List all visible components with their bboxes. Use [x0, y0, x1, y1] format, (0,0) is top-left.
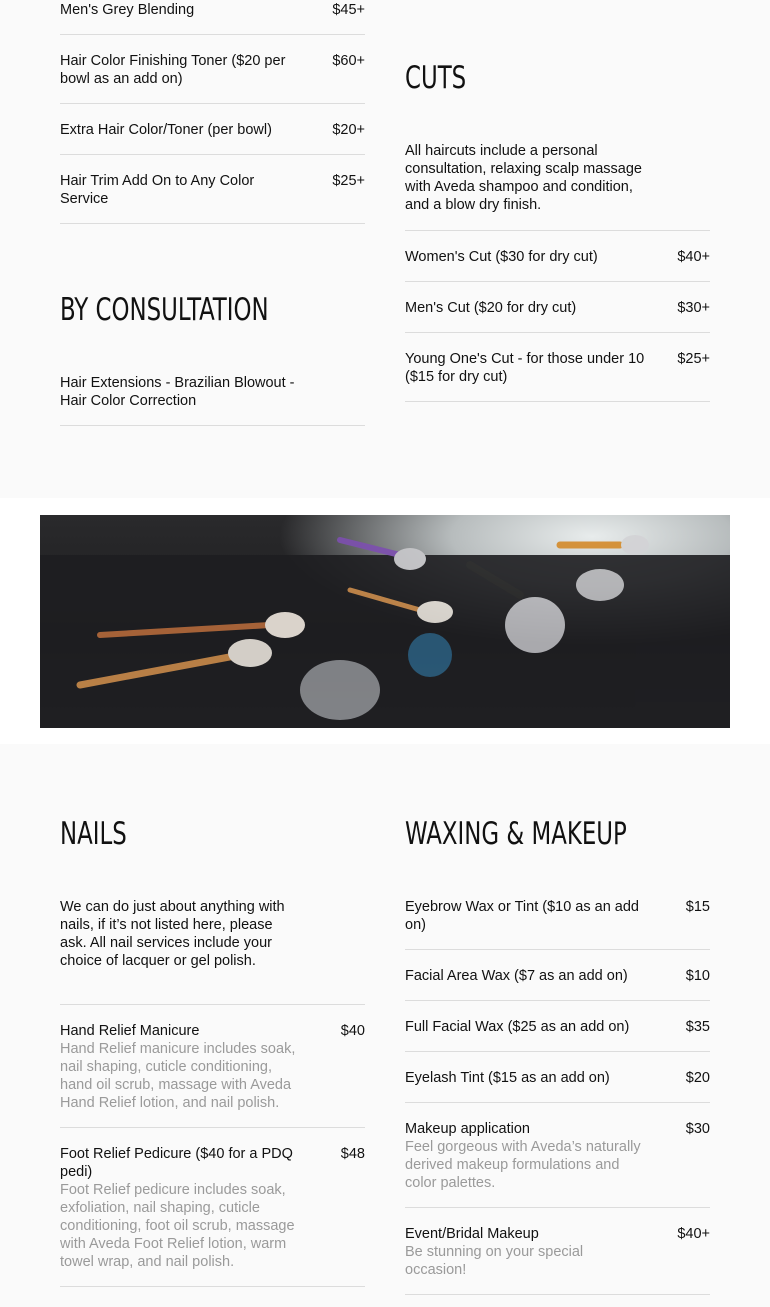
- item-price: $35: [685, 1019, 710, 1035]
- item-text: [60, 1145, 300, 1271]
- list-item: [60, 0, 365, 35]
- section-title: WAXING & MAKEUP: [405, 816, 627, 852]
- item-text: [405, 1225, 645, 1279]
- item-name: Full Facial Wax ($25 as an add on): [405, 1019, 630, 1035]
- list-item: [60, 374, 365, 426]
- hair-color-list: [60, 0, 365, 224]
- item-name: Hair Extensions - Brazilian Blowout - Hair Color Correction: [60, 375, 295, 409]
- item-price: $10: [685, 968, 710, 984]
- item-name: Young One's Cut - for those under 10 ($15 for dry cut): [405, 351, 645, 385]
- list-item: [405, 1052, 710, 1103]
- item-name: Hair Color Finishing Toner ($20 per bowl as an add on): [60, 53, 286, 87]
- item-name: Event/Bridal Makeup: [405, 1226, 539, 1242]
- section-intro: All haircuts include a personal consultation, relaxing scalp massage with Aveda shampoo and condition, and a blow dry finish.: [405, 143, 642, 213]
- item-price: $15: [685, 899, 710, 915]
- cuts-section: [405, 60, 710, 402]
- section-title: NAILS: [60, 816, 127, 852]
- nails-section: [60, 816, 365, 1287]
- list-item: [405, 950, 710, 1001]
- item-text: [60, 1022, 300, 1112]
- waxing-section: [405, 816, 710, 1295]
- list-item: [405, 1001, 710, 1052]
- item-price: $30: [685, 1121, 710, 1137]
- item-price: $60+: [332, 53, 365, 69]
- item-name: Hair Trim Add On to Any Color Service: [60, 173, 255, 207]
- item-name: Women's Cut ($30 for dry cut): [405, 249, 598, 265]
- item-name: Makeup application: [405, 1121, 530, 1137]
- item-name: Facial Area Wax ($7 as an add on): [405, 968, 628, 984]
- list-item: [405, 1208, 710, 1295]
- item-name: Hand Relief Manicure: [60, 1023, 200, 1039]
- consultation-section: [60, 292, 365, 426]
- list-item: [60, 155, 365, 224]
- list-item: [405, 898, 710, 950]
- list-item: [60, 1128, 365, 1287]
- item-name: Foot Relief Pedicure ($40 for a PDQ pedi): [60, 1146, 293, 1180]
- item-price: $40+: [677, 249, 710, 265]
- section-title: CUTS: [405, 60, 467, 96]
- item-price: $40: [340, 1023, 365, 1039]
- list-item: [60, 1005, 365, 1128]
- section-title: BY CONSULTATION: [60, 292, 269, 328]
- item-price: $40+: [677, 1226, 710, 1242]
- list-item: [405, 282, 710, 333]
- item-description: Feel gorgeous with Aveda’s naturally derived makeup formulations and color palettes.: [405, 1139, 641, 1191]
- list-item: [60, 104, 365, 155]
- cuts-list: [405, 230, 710, 402]
- nails-list: [60, 1004, 365, 1287]
- list-item: [60, 35, 365, 104]
- item-price: $48: [340, 1146, 365, 1162]
- makeup-brushes-image: [40, 515, 730, 728]
- item-description: Foot Relief pedicure includes soak, exfoliation, nail shaping, cuticle conditioning, foot oil scrub, massage with Aveda Foot Relief lotion, warm towel wrap, and nail polish.: [60, 1182, 295, 1270]
- item-name: Men's Cut ($20 for dry cut): [405, 300, 577, 316]
- item-description: Be stunning on your special occasion!: [405, 1244, 584, 1278]
- list-item: [405, 231, 710, 282]
- section-intro: We can do just about anything with nails, if it’s not listed here, please ask. All nail services include your choice of lacquer or gel polish.: [60, 899, 285, 969]
- waxing-list: [405, 898, 710, 1295]
- item-text: [405, 1120, 645, 1192]
- item-name: Eyelash Tint ($15 as an add on): [405, 1070, 610, 1086]
- list-item: [405, 1103, 710, 1208]
- list-item: [405, 333, 710, 402]
- item-name: Eyebrow Wax or Tint ($10 as an add on): [405, 899, 639, 933]
- item-name: Extra Hair Color/Toner (per bowl): [60, 122, 272, 138]
- item-price: $25+: [677, 351, 710, 367]
- item-price: $20+: [332, 122, 365, 138]
- item-price: $30+: [677, 300, 710, 316]
- item-name: Men's Grey Blending: [60, 2, 195, 18]
- item-price: $25+: [332, 173, 365, 189]
- item-price: $20: [685, 1070, 710, 1086]
- item-description: Hand Relief manicure includes soak, nail shaping, cuticle conditioning, hand oil scrub, massage with Aveda Hand Relief lotion, and nail polish.: [60, 1041, 296, 1111]
- item-price: $45+: [332, 2, 365, 18]
